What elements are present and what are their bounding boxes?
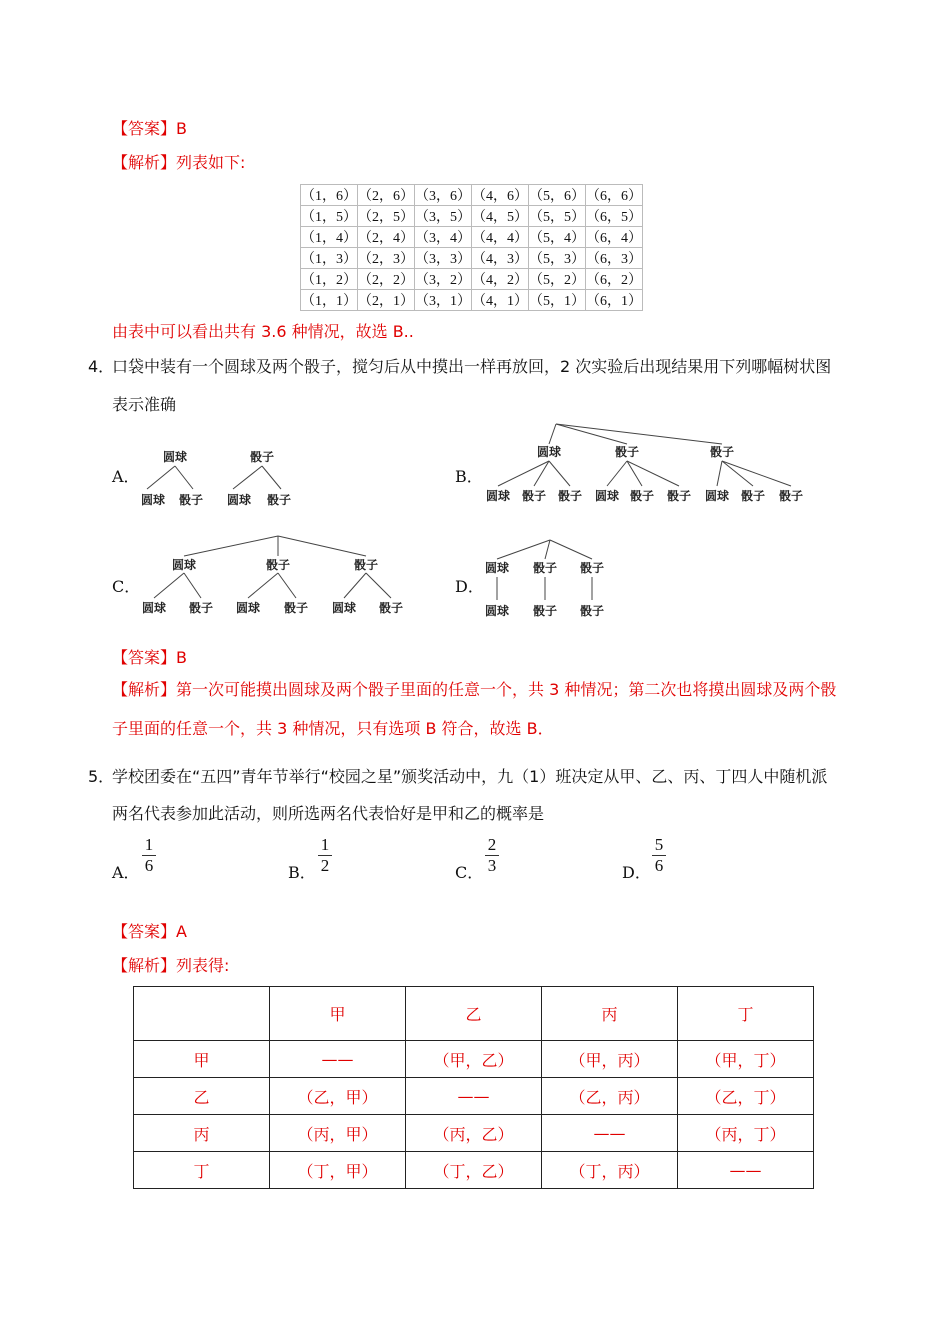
table-cell: （4，1） [472,290,529,311]
q5-option-label: A． [112,863,140,882]
tree-branch [344,573,366,598]
table-cell: （6，6） [586,185,643,206]
table-cell: （1，1） [301,290,358,311]
q5-option-label: C． [455,863,484,882]
tree-branch [175,466,193,489]
table-cell [134,987,270,1041]
numerator: 5 [652,835,666,856]
table-cell: —— [406,1078,542,1115]
table-cell: （丙，乙） [406,1115,542,1152]
table-cell: （4，6） [472,185,529,206]
table-cell: —— [542,1115,678,1152]
table-cell: 甲 [270,987,406,1041]
tree-node-dice: 骰子 [557,489,583,503]
tree-node-dice: 骰子 [266,493,292,507]
tree-branch [147,466,175,489]
table-cell: （5，4） [529,227,586,248]
table-cell: （1，4） [301,227,358,248]
table-cell: （4，4） [472,227,529,248]
selection-table [133,986,814,1189]
table-cell: （2，1） [358,290,415,311]
tree-node-dice: 骰子 [740,489,766,503]
q3-analysis-label: 【解析】列表如下: [112,153,246,172]
table-cell: （6，1） [586,290,643,311]
q5-option-fraction [485,835,499,876]
tree-branch [556,424,627,444]
denominator: 2 [320,856,330,875]
tree-node-ball: 圆球 [484,604,510,618]
table-cell: （3，3） [415,248,472,269]
q4-analysis-line1: 【解析】第一次可能摸出圆球及两个骰子里面的任意一个，共 3 种情况；第二次也将摸出圆球及两个骰 [112,680,837,699]
q4-question-line1: 口袋中装有一个圆球及两个骰子，搅匀后从中摸出一样再放回，2 次实验后出现结果用下列哪幅树状图 [112,357,832,376]
denominator: 6 [654,856,664,875]
table-cell: 丙 [542,987,678,1041]
table-cell: （3，5） [415,206,472,227]
tree-node-dice: 骰子 [283,601,309,615]
table-cell: （丙，丁） [678,1115,814,1152]
table-cell: （5，5） [529,206,586,227]
table-cell: （乙，丁） [678,1078,814,1115]
table-cell: （4，3） [472,248,529,269]
tree-node-ball: 圆球 [704,489,730,503]
tree-node-dice: 骰子 [265,558,291,572]
table-cell: （丁，甲） [270,1152,406,1189]
table-cell: （3，2） [415,269,472,290]
table-row [134,1078,814,1115]
table-cell: （甲，乙） [406,1041,542,1078]
table-cell: （2，5） [358,206,415,227]
table-cell: （甲，丙） [542,1041,678,1078]
q3-answer: 【答案】B [112,119,187,138]
tree-node-dice: 骰子 [579,561,605,575]
tree-node-ball: 圆球 [162,450,188,464]
tree-branch [248,573,278,598]
table-cell: 乙 [134,1078,270,1115]
q5-option-label: D． [622,863,651,882]
q5-option-fraction [318,835,332,876]
tree-node-dice: 骰子 [579,604,605,618]
table-cell: （5，2） [529,269,586,290]
tree-branch [262,466,281,489]
numerator: 2 [485,835,499,856]
table-cell: （4，5） [472,206,529,227]
q4-answer: 【答案】B [112,648,187,667]
table-cell: （1，3） [301,248,358,269]
tree-node-ball: 圆球 [141,601,167,615]
q4-analysis-line2: 子里面的任意一个，共 3 种情况，只有选项 B 符合，故选 B． [112,719,554,738]
table-cell: （丙，甲） [270,1115,406,1152]
tree-node-dice: 骰子 [614,445,640,459]
table-cell: （2，3） [358,248,415,269]
table-cell: 乙 [406,987,542,1041]
table-row [134,1115,814,1152]
tree-node-dice: 骰子 [709,445,735,459]
table-cell: （5，1） [529,290,586,311]
tree-branch [366,573,391,598]
tree-branch [184,573,201,598]
tree-node-dice: 骰子 [378,601,404,615]
tree-branch [278,536,366,556]
numerator: 1 [142,835,156,856]
tree-diagrams [0,0,950,640]
tree-node-ball: 圆球 [171,558,197,572]
tree-node-ball: 圆球 [226,493,252,507]
tree-branch [722,461,791,486]
table-cell: （5，3） [529,248,586,269]
q4-number: 4． [88,357,115,376]
table-cell: （6，4） [586,227,643,248]
table-cell: —— [678,1152,814,1189]
tree-node-dice: 骰子 [778,489,804,503]
table-cell: （丁，乙） [406,1152,542,1189]
table-cell: （2，4） [358,227,415,248]
table-row [134,987,814,1041]
tree-branch [607,461,627,486]
tree-branch [550,540,592,559]
q5-question-line1: 学校团委在“五四”青年节举行“校园之星”颁奖活动中，九（1）班决定从甲、乙、丙、丁四人中随机派 [112,767,828,786]
table-cell: （1，6） [301,185,358,206]
denominator: 3 [487,856,497,875]
tree-node-ball: 圆球 [485,489,511,503]
table-row [134,1152,814,1189]
table-cell: 丁 [678,987,814,1041]
table-cell: 甲 [134,1041,270,1078]
tree-branch [549,424,556,444]
tree-node-dice: 骰子 [249,450,275,464]
tree-branch [278,573,296,598]
table-cell: （6，3） [586,248,643,269]
tree-branch [154,573,184,598]
tree-node-ball: 圆球 [331,601,357,615]
denominator: 6 [144,856,154,875]
tree-branch [184,536,278,556]
table-cell: （丁，丙） [542,1152,678,1189]
tree-node-ball: 圆球 [594,489,620,503]
option-b-label: B． [455,467,483,486]
q4-question-line2: 表示准确 [112,395,177,414]
tree-node-dice: 骰子 [188,601,214,615]
table-cell: （2，2） [358,269,415,290]
table-cell: 丁 [134,1152,270,1189]
tree-node-ball: 圆球 [484,561,510,575]
table-cell: （乙，甲） [270,1078,406,1115]
tree-branch [717,461,722,486]
table-cell: （6，2） [586,269,643,290]
option-a-label: A． [112,467,140,486]
table-cell: （3，1） [415,290,472,311]
tree-node-ball: 圆球 [140,493,166,507]
q5-option-fraction [142,835,156,876]
q5-question-line2: 两名代表参加此活动，则所选两名代表恰好是甲和乙的概率是 [112,804,545,823]
q5-number: 5． [88,767,115,786]
table-cell: （1，2） [301,269,358,290]
table-cell: （5，6） [529,185,586,206]
numerator: 1 [318,835,332,856]
tree-node-dice: 骰子 [178,493,204,507]
tree-node-dice: 骰子 [666,489,692,503]
table-cell: （2，6） [358,185,415,206]
tree-branch [549,461,570,486]
table-cell: （4，2） [472,269,529,290]
table-cell: 丙 [134,1115,270,1152]
tree-branch [497,540,550,559]
option-d-label: D． [455,577,484,596]
option-c-label: C． [112,577,141,596]
q5-option-fraction [652,835,666,876]
table-cell: （3，6） [415,185,472,206]
table-cell: （甲，丁） [678,1041,814,1078]
table-cell: —— [270,1041,406,1078]
table-row [134,1041,814,1078]
tree-branch [233,466,262,489]
q3-conclusion: 由表中可以看出共有 3.6 种情况，故选 B.. [112,322,414,341]
table-cell: （乙，丙） [542,1078,678,1115]
tree-node-dice: 骰子 [629,489,655,503]
q5-analysis-label: 【解析】列表得: [112,956,230,975]
tree-node-dice: 骰子 [532,604,558,618]
table-cell: （1，5） [301,206,358,227]
tree-branch [556,424,722,444]
tree-branch [722,461,753,486]
tree-node-dice: 骰子 [353,558,379,572]
tree-node-dice: 骰子 [532,561,558,575]
q5-answer: 【答案】A [112,922,187,941]
tree-branch [545,540,550,559]
table-cell: （6，5） [586,206,643,227]
q5-option-label: B． [288,863,316,882]
tree-node-ball: 圆球 [536,445,562,459]
tree-node-dice: 骰子 [521,489,547,503]
table-cell: （3，4） [415,227,472,248]
tree-node-ball: 圆球 [235,601,261,615]
